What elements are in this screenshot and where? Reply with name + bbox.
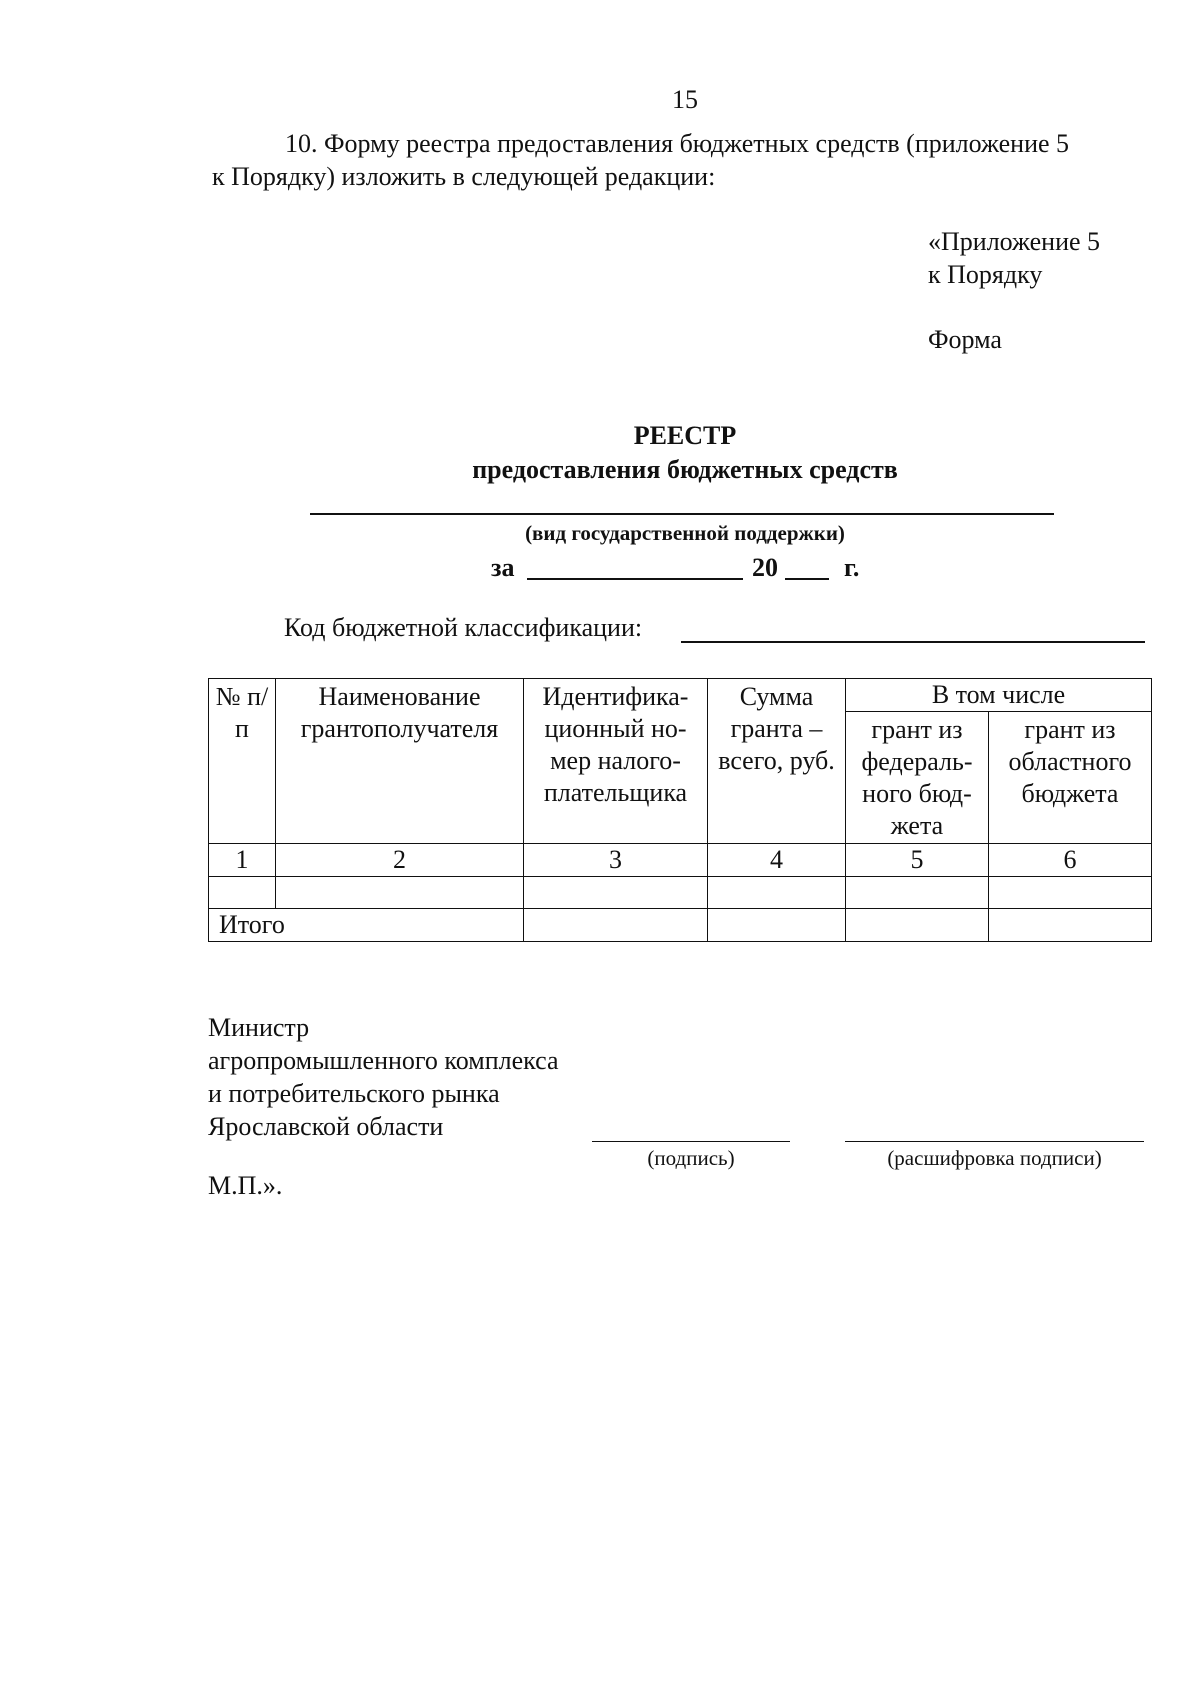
table-row: [209, 877, 1152, 909]
budget-code-label: Код бюджетной классификации:: [284, 613, 643, 642]
column-number: 6: [989, 844, 1152, 877]
empty-cell: [708, 877, 846, 909]
empty-cell: [524, 877, 708, 909]
empty-cell: [209, 877, 276, 909]
header-number: № п/п: [209, 679, 276, 844]
page-number: 15: [672, 85, 698, 114]
appendix-title: «Приложение 5: [928, 227, 1101, 256]
period-prefix: за: [491, 553, 515, 582]
paragraph-line-1: 10. Форму реестра предоставления бюджетных средств (приложение 5: [285, 129, 1070, 158]
column-number: 3: [524, 844, 708, 877]
budget-code-blank-line: [681, 641, 1145, 643]
year-prefix: 20: [752, 553, 778, 582]
period-blank-line: [527, 578, 743, 580]
empty-cell: [846, 909, 989, 942]
empty-cell: [989, 877, 1152, 909]
signature-decode-caption: (расшифровка подписи): [887, 1146, 1102, 1170]
empty-cell: [989, 909, 1152, 942]
signature-decode-blank-line: [845, 1141, 1144, 1142]
header-grantee-name: Наименование грантополучателя: [276, 679, 524, 844]
header-grant-total: Сумма гранта – всего, руб.: [708, 679, 846, 844]
registry-table: [208, 678, 1152, 942]
total-row: [209, 909, 1152, 942]
column-number: 5: [846, 844, 989, 877]
empty-cell: [276, 877, 524, 909]
support-kind-blank-line: [310, 513, 1054, 515]
total-label: Итого: [209, 909, 524, 942]
header-taxpayer-id: Идентифика-ционный но-мер налого-плательщика: [524, 679, 708, 844]
column-number: 2: [276, 844, 524, 877]
year-suffix: г.: [844, 553, 860, 582]
stamp-label: М.П.».: [208, 1171, 283, 1200]
support-kind-caption: (вид государственной поддержки): [525, 521, 845, 545]
header-federal-grant: грант из федераль-ного бюд-жета: [846, 712, 989, 844]
signer-title-line-2: агропромышленного комплекса: [208, 1046, 559, 1075]
empty-cell: [708, 909, 846, 942]
signature-caption: (подпись): [647, 1146, 735, 1170]
column-number-row: [209, 844, 1152, 877]
year-blank-line: [785, 578, 829, 580]
document-title: РЕЕСТР: [633, 421, 737, 450]
empty-cell: [846, 877, 989, 909]
header-regional-grant: грант из областного бюджета: [989, 712, 1152, 844]
paragraph-line-2: к Порядку) изложить в следующей редакции:: [212, 162, 716, 191]
signature-blank-line: [592, 1141, 790, 1142]
form-label: Форма: [928, 325, 1002, 354]
column-number: 1: [209, 844, 276, 877]
appendix-reference: к Порядку: [928, 260, 1043, 289]
signer-title-line-3: и потребительского рынка: [208, 1079, 500, 1108]
document-subtitle: предоставления бюджетных средств: [472, 455, 898, 484]
header-including: В том числе: [846, 679, 1152, 712]
signer-title-line-1: Министр: [208, 1013, 310, 1042]
signer-title-line-4: Ярославской области: [208, 1112, 444, 1141]
empty-cell: [524, 909, 708, 942]
column-number: 4: [708, 844, 846, 877]
